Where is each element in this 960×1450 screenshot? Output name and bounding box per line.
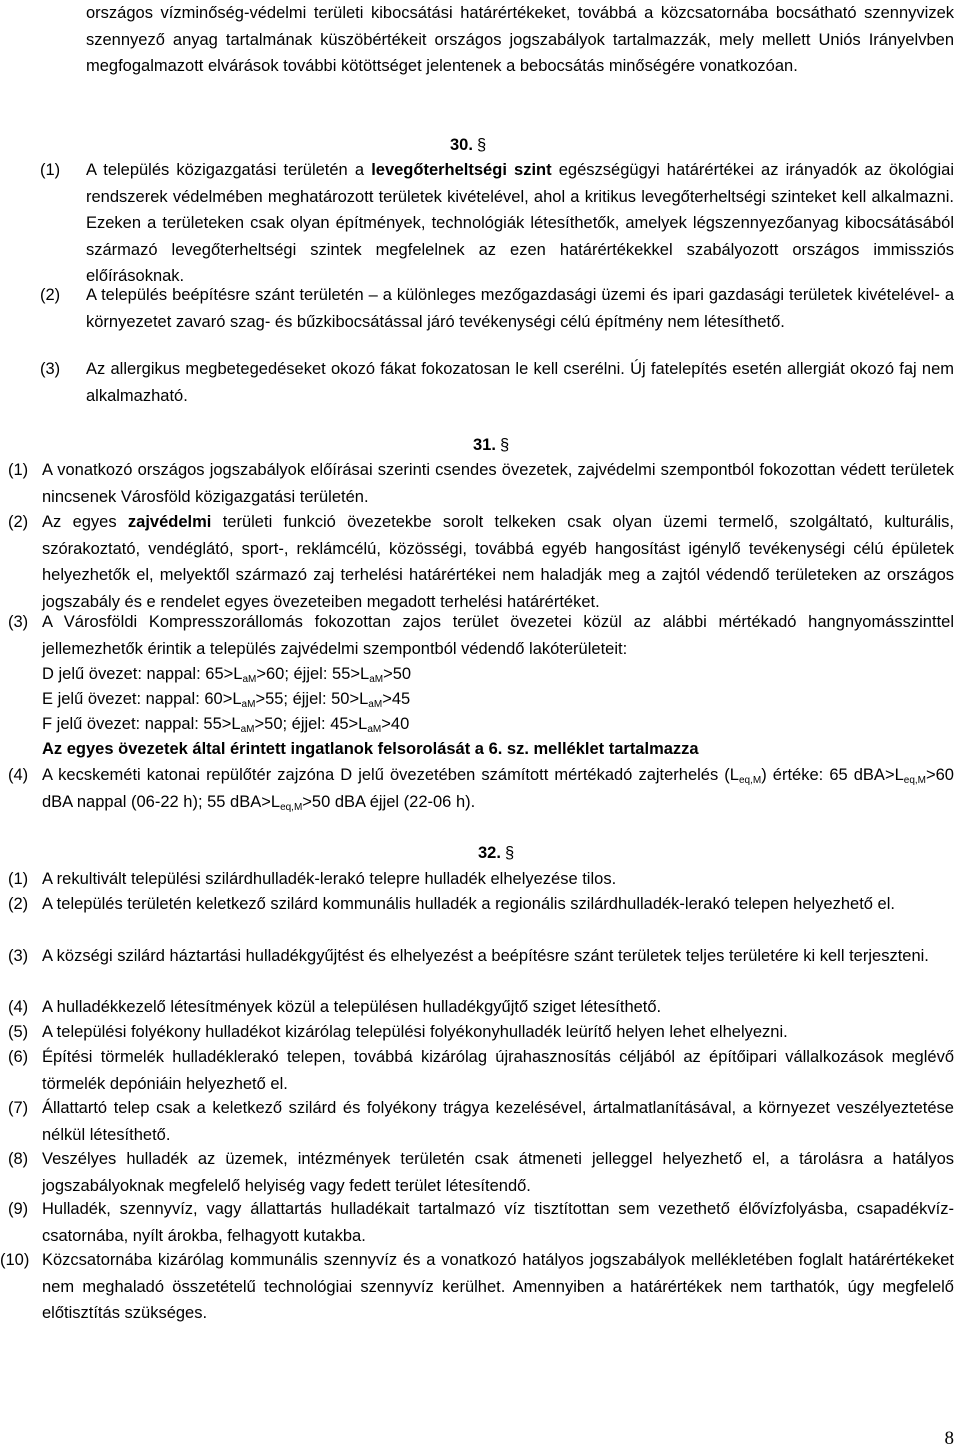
s31-p2-number: (2) (8, 513, 29, 531)
s32-item-text: A települési folyékony hulladékot kizárólag települési folyékonyhulladék leürítő helyen lehet elhelyezni. (42, 1023, 788, 1041)
s32-item-text: Építési törmelék hulladéklerakó telepen, továbbá kizárólag újrahasznosítás céljából az építőipari vállalkozások meglévő törmelék depóniáin helyezhető el. (42, 1048, 954, 1093)
section-sign: § (499, 436, 510, 454)
s30-p2-text: A település beépítésre szánt területén – a különleges mezőgazdasági üzemi és ipari gazdasági területek kivételével- a környezetet zavaró szag- és bűzkibocsátással járó tevékenységi célú építmény nem létesíthető. (86, 286, 954, 331)
s32-item-number: (4) (8, 998, 29, 1016)
s32-item-number: (3) (8, 947, 29, 965)
s30-p3-text: Az allergikus megbetegedéseket okozó fákat fokozatosan le kell cserélni. Új fatelepítés esetén allergiát okozó faj nem alkalmazható. (86, 360, 954, 405)
section-32-heading (478, 840, 514, 866)
s32-item-text: Állattartó telep csak a keletkező szilárd és folyékony trágya kezelésével, ártalmatlanításával, a környezet veszélyeztetése nélkül létesíthető. (42, 1099, 954, 1144)
s32-item-number: (10) (0, 1251, 30, 1269)
s31-p2-text: Az egyes zajvédelmi területi funkció övezetekbe sorolt telkeken csak olyan üzemi termelő, szolgáltató, kulturális, szórakoztató, vendéglátó, sport-, reklámcélú, közösségi, továbbá egyéb hangosítást igénylő tevékenységi célú épületek helyezhetők el, melyektől származó zaj terhelési határértékei nem haladják meg a zajtól védendő területeken az országos jogszabály és e rendelet egyes övezeteiben megadott terhelési határértéket. (42, 513, 954, 611)
s30-p2-number: (2) (40, 286, 61, 304)
s31-p3-number: (3) (8, 613, 29, 631)
s32-item-number: (8) (8, 1150, 29, 1168)
zone-e-line: E jelű övezet: nappal: $60>L_{aM}>55$; éjjel: $50>L_{aM}>45$ (42, 690, 411, 710)
s32-item-number: (7) (8, 1099, 29, 1117)
s30-p1-text: A település közigazgatási területén a levegőterheltségi szint egészségügyi határértékei az irányadók az ökológiai rendszerek védelmében meghatározott területek kivételével, ahol a kritikus levegőterheltségi szinteket kell alkalmazni. Ezeken a területeken csak olyan építmények, technológiák létesíthetők, amelyek légszennyezőanyag kibocsátásából származó levegőterheltségi szintek megfelelnek az ezen határértékekkel szabályozott országos immissziós előírásoknak. (86, 161, 954, 285)
s32-item-text: A hulladékkezelő létesítmények közül a településen hulladékgyűjtő sziget létesíthető. (42, 998, 662, 1016)
zone-f-line: F jelű övezet: nappal: $55>L_{aM}>50$; éjjel: $45>L_{aM}>40$ (42, 715, 410, 735)
s32-item-number: (1) (8, 870, 29, 888)
s30-p3-number: (3) (40, 360, 61, 378)
s32-item-number: (5) (8, 1023, 29, 1041)
intro-paragraph: országos vízminőség-védelmi területi kibocsátási határértékeket, továbbá a közcsatornába bocsátható szennyvizek szennyező anyag tartalmának küszöbértékeit országos jogszabályok tartalmazzák, mely mellett Uniós Irányelvben megfogalmazott elvárások további kötöttséget jelentenek a bebocsátás minőségére vonatkozóan. (86, 4, 954, 75)
s32-item-text: Hulladék, szennyvíz, vagy állattartás hulladékait tartalmazó víz tisztítottan sem vezethető élővízfolyásba, csapadékvíz-csatornába, nyílt árokba, felhagyott kutakba. (42, 1200, 954, 1245)
s31-p1-text: A vonatkozó országos jogszabályok előírásai szerinti csendes övezetek, zajvédelmi szempontból fokozottan védett területek nincsenek Városföld közigazgatási területén. (42, 461, 954, 506)
s32-item-number: (6) (8, 1048, 29, 1066)
s31-p3-text: A Városföldi Kompresszorállomás fokozottan zajos terület övezetei közül az alábbi mértékadó hangnyomásszinttel jellemezhetők érintik a település zajvédelmi szempontból védendő lakóterületeit: (42, 613, 954, 658)
s32-item-text: A községi szilárd háztartási hulladékgyűjtést és elhelyezést a beépítésre szánt területek teljes területére ki kell terjeszteni. (42, 947, 929, 965)
zone-d-line: D jelű övezet: nappal: $65>L_{aM}>60$; éjjel: $55>L_{aM}>50$ (42, 665, 412, 685)
s32-item-text: A település területén keletkező szilárd kommunális hulladék a regionális szilárdhulladék-lerakó telepen helyezhető el. (42, 895, 895, 913)
section-sign: § (476, 136, 487, 154)
s31-p1-number: (1) (8, 461, 29, 479)
section-number: 32. (478, 844, 501, 862)
page-number: 8 (944, 1428, 954, 1449)
section-30-heading (450, 132, 486, 158)
section-sign: § (504, 844, 515, 862)
s30-p1-number: (1) (40, 161, 61, 179)
s31-p4-text: A kecskeméti katonai repülőtér zajzóna D jelű övezetében számított mértékadó zajterhelés $(L_{eq,M})$ értéke: 65 $dBA>L_{eq,M}>60$ dBA nappal (06-22 h); 55 $dBA>L_{eq,M}>50$ dBA éjjel (22-06 h). (42, 766, 954, 813)
annex-note: Az egyes övezetek által érintett ingatlanok felsorolását a 6. sz. melléklet tartalmazza (42, 740, 699, 758)
section-number: 31. (473, 436, 496, 454)
s31-p4-number: (4) (8, 766, 29, 784)
s32-item-text: A rekultivált települési szilárdhulladék-lerakó telepre hulladék elhelyezése tilos. (42, 870, 617, 888)
s32-item-text: Veszélyes hulladék az üzemek, intézmények területén csak átmeneti jelleggel helyezhető el, a tárolásra a hatályos jogszabályoknak megfelelő helyiség vagy fedett terület létesítendő. (42, 1150, 954, 1195)
s32-item-number: (2) (8, 895, 29, 913)
section-31-heading (473, 432, 509, 458)
section-number: 30. (450, 136, 473, 154)
s32-item-number: (9) (8, 1200, 29, 1218)
s32-item-text: Közcsatornába kizárólag kommunális szennyvíz és a vonatkozó hatályos jogszabályok mellékletében foglalt határértékeket nem meghaladó összetételű technológiai szennyvíz kerülhet. Amennyiben a határértékek nem tarthatók, úgy megfelelő előtisztítás szükséges. (42, 1251, 954, 1322)
